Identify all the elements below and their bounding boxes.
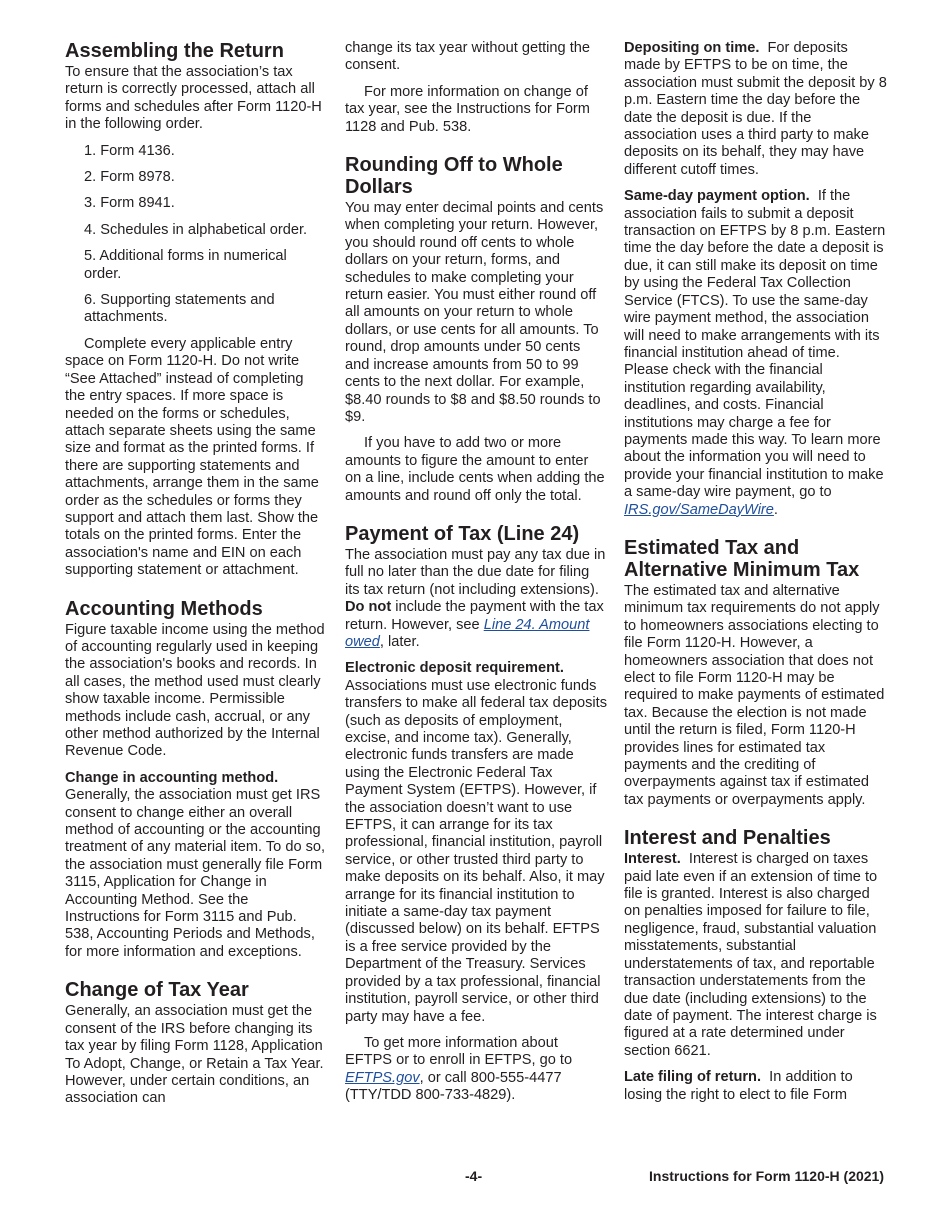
payment-text: The association must pay any tax due in full no later than the due date for filing its tax return (not including extensions). bbox=[345, 546, 606, 598]
footer-form-title: Instructions for Form 1120-H (2021) bbox=[649, 1168, 884, 1184]
section-heading-interest: Interest and Penalties bbox=[624, 827, 831, 850]
late-filing-paragraph bbox=[624, 1069, 888, 1104]
accounting-body: Figure taxable income using the method of accounting regularly used in keeping the association's books and records. In all cases, the method used must clearly show taxable income. Permissible methods include cash, accrual, or any other method authorized by the Internal Revenue Code. bbox=[65, 621, 325, 760]
section-heading-payment: Payment of Tax (Line 24) bbox=[345, 522, 580, 545]
list-item: 2. Form 8978. bbox=[84, 169, 175, 186]
payment-emphasis: Do not bbox=[345, 599, 392, 616]
depositing-body: For deposits made by EFTPS to be on time, the association must submit the deposit by 8 p.m. Eastern time the day before the date the deposit is due. If the association uses a third party to make deposits on its behalf, they may have different cutoff times. bbox=[624, 40, 887, 178]
eftps-paragraph bbox=[345, 1035, 607, 1105]
list-item: 5. Additional forms in numerical order. bbox=[84, 248, 287, 282]
same-day-wire-link[interactable]: IRS.gov/SameDayWire bbox=[624, 501, 774, 518]
rounding-body-2: If you have to add two or more amounts to figure the amount to enter on a line, include cents when adding the amounts and round off only the total. bbox=[345, 435, 605, 504]
section-heading-assembling: Assembling the Return bbox=[65, 40, 284, 62]
eftps-text: , or call 800-555-4477 (TTY/TDD 800-733-4829). bbox=[345, 1069, 562, 1104]
run-in-heading: Depositing on time. bbox=[624, 40, 760, 56]
column-2 bbox=[345, 40, 607, 1114]
run-in-heading: Electronic deposit requirement. bbox=[345, 660, 564, 677]
run-in-heading: Same-day payment option. bbox=[624, 188, 810, 205]
payment-text: , later. bbox=[379, 633, 420, 650]
section-heading-tax-year: Change of Tax Year bbox=[65, 979, 249, 1002]
late-filing-body: In addition to losing the right to elect to file Form bbox=[624, 1069, 853, 1103]
list-item: 4. Schedules in alphabetical order. bbox=[84, 221, 308, 238]
column-3 bbox=[624, 40, 888, 1113]
assembling-body: Complete every applicable entry space on Form 1120-H. Do not write “See Attached” instead of completing the entry spaces. If more space is needed on the forms or schedules, attach separate sheets using the same size and format as the printed forms. If there are supporting statements and attachments, arrange them in the same order as the schedules or forms they support and attach them last. Show the totals on the printed forms. Enter the association's name and EIN on each supporting statement or attachment. bbox=[65, 335, 319, 579]
run-in-heading: Interest. bbox=[624, 851, 681, 868]
interest-paragraph bbox=[624, 851, 888, 1060]
column-1 bbox=[65, 40, 327, 1117]
same-day-end: . bbox=[773, 501, 778, 518]
electronic-deposit-body: Associations must use electronic funds transfers to make all federal tax deposits (such as deposits of employment, excise, and income tax). Generally, electronic funds transfers are made using the Electronic Federal Tax Payment System (EFTPS). However, if the association doesn’t want to use EFTPS, it can arrange for its tax professional, financial institution, payroll service, or other trusted third party to make deposits on its behalf. Also, it may arrange for its financial institution to initiate a same-day tax payment (discussed below) on its behalf. EFTPS is a free service provided by the Department of the Treasury. Services provided by a tax professional, financial institution, payroll service, or other third party may have a fee. bbox=[345, 677, 608, 1025]
tax-year-body: Generally, an association must get the consent of the IRS before changing its tax year by filing Form 1128, Application To Adopt, Change, or Retain a Tax Year. However, under certain conditions, an association can bbox=[65, 1003, 324, 1107]
section-heading-rounding: Rounding Off to Whole Dollars bbox=[345, 154, 563, 199]
eftps-link[interactable]: EFTPS.gov bbox=[345, 1069, 420, 1086]
eftps-text: To get more information about EFTPS or to enroll in EFTPS, go to bbox=[345, 1034, 573, 1069]
list-item: 1. Form 4136. bbox=[84, 142, 175, 159]
electronic-deposit-paragraph bbox=[345, 660, 607, 1026]
interest-body: Interest is charged on taxes paid late even if an extension of time to file is granted. Interest is also charged on penalties imposed for failure to file, negligence, fraud, substantial valuation misstatements, substantial understatements of tax, and reportable transaction understatements from the due date (including extensions) to the date of payment. The interest charge is figured at a rate determined under section 6621. bbox=[624, 851, 878, 1059]
section-heading-estimated-tax: Estimated Tax and Alternative Minimum Tax bbox=[624, 536, 860, 581]
tax-year-continued: change its tax year without getting the consent. bbox=[345, 40, 591, 74]
same-day-paragraph bbox=[624, 188, 888, 519]
section-heading-accounting: Accounting Methods bbox=[65, 597, 263, 620]
accounting-change-body: Generally, the association must get IRS consent to change either an overall method of accounting or the accounting treatment of any material item. To do so, the association must generally file Form 3115, Application for Change in Accounting Method. See the Instructions for Form 3115 and Pub. 538, Accounting Periods and Methods, for more information and exceptions. bbox=[65, 787, 326, 960]
accounting-change-paragraph bbox=[65, 770, 327, 961]
list-item: 6. Supporting statements and attachments. bbox=[84, 292, 275, 326]
run-in-heading: Change in accounting method. bbox=[65, 769, 279, 786]
line-24-link[interactable]: Line 24. Amount owed bbox=[345, 616, 590, 650]
list-item: 3. Form 8941. bbox=[84, 195, 175, 212]
page-number: -4- bbox=[465, 1168, 483, 1184]
tax-year-more-info: For more information on change of tax year, see the Instructions for Form 1128 and Pub. 538. bbox=[345, 83, 590, 135]
payment-text: include the payment with the tax return. However, see bbox=[345, 599, 604, 633]
assembling-intro: To ensure that the association’s tax return is correctly processed, attach all forms and schedules after Form 1120-H in the following order. bbox=[65, 64, 322, 133]
run-in-heading: Late filing of return. bbox=[624, 1069, 762, 1086]
page-footer bbox=[0, 1168, 950, 1186]
depositing-paragraph bbox=[624, 40, 888, 179]
rounding-body: You may enter decimal points and cents when completing your return. However, you should round off cents to whole dollars on your return, forms, and schedules to make completing your return easier. You must either round off all amounts on your return to whole dollars, or use cents for all amounts. To round, drop amounts under 50 cents and increase amounts from 50 to 99 cents to the next dollar. For example, $8.40 rounds to $8 and $8.50 rounds to $9. bbox=[345, 200, 604, 425]
estimated-tax-body: The estimated tax and alternative minimum tax requirements do not apply to homeowners associations electing to file Form 1120-H. However, a homeowners association that does not elect to file Form 1120-H may be required to make payments of estimated tax. Because the election is not made until the return is filed, Form 1120-H provides lines for estimated tax payments and the crediting of overpayments against tax if estimated tax payments or overpayments apply. bbox=[624, 582, 885, 808]
same-day-body: If the association fails to submit a deposit transaction on EFTPS by 8 p.m. Eastern time the day before the date a deposit is due, it can still make its deposit on time by using the Federal Tax Collection Service (FTCS). To use the same-day wire payment method, the association will need to make arrangements with its financial institution ahead of time. Please check with the financial institution regarding availability, deadlines, and costs. Financial institutions may charge a fee for payments made this way. To learn more about the information you will need to provide your financial institution to make a same-day wire payment, go to bbox=[624, 188, 886, 501]
payment-body bbox=[345, 547, 607, 651]
